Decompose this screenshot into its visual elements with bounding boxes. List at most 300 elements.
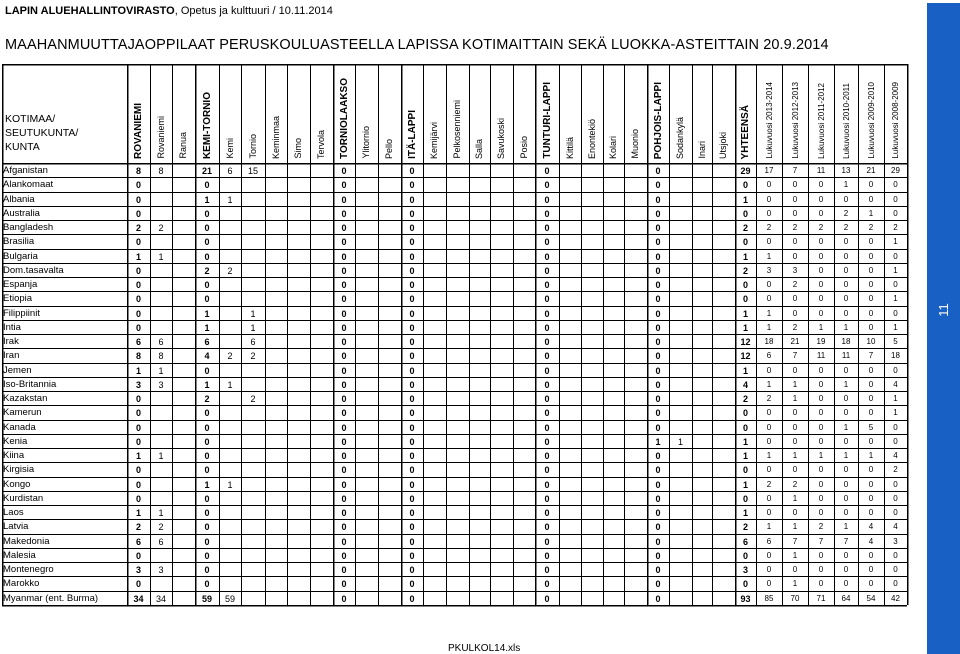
table-cell: 0 [868, 379, 874, 389]
table-cell: 0 [766, 208, 772, 218]
table-cell: 8 [135, 166, 141, 176]
table-cell: 1 [792, 394, 798, 403]
table-cell: 21 [866, 166, 876, 175]
table-cell: 0 [341, 493, 347, 504]
table-cell: 0 [843, 194, 849, 204]
table-cell: 0 [766, 422, 772, 432]
table-cell: 0 [868, 322, 874, 332]
table-cell: 0 [409, 550, 415, 561]
table-cell: 0 [766, 194, 772, 204]
table-cell: 6 [766, 351, 772, 361]
table-cell: 0 [204, 436, 210, 447]
table-cell: 0 [341, 308, 347, 319]
table-cell: 0 [341, 166, 347, 176]
table-cell: 0 [409, 451, 415, 461]
header-line-country: KOTIMAA/ [5, 113, 56, 125]
table-cell: 42 [891, 593, 900, 603]
table-cell: 0 [893, 280, 898, 289]
table-cell: 85 [764, 593, 774, 603]
table-cell: 0 [792, 436, 798, 446]
table-cell: 0 [409, 280, 415, 290]
column-header-label: Simo [293, 138, 303, 159]
table-cell: 1 [843, 451, 849, 460]
row-country-name: Etiopia [3, 293, 33, 305]
table-cell: 0 [766, 550, 772, 560]
table-cell: 1 [742, 479, 748, 490]
table-cell: 0 [409, 294, 415, 305]
table-cell: 3 [158, 379, 164, 390]
row-country-name: Irak [3, 336, 19, 347]
table-cell: 6 [250, 337, 256, 347]
table-cell: 0 [544, 351, 550, 362]
table-cell: 54 [866, 593, 876, 603]
table-cell: 0 [341, 550, 347, 561]
table-cell: 0 [341, 180, 347, 191]
table-cell: 15 [247, 166, 258, 176]
table-cell: 0 [792, 422, 798, 432]
table-cell: 34 [155, 593, 166, 604]
table-cell: 0 [818, 194, 824, 204]
table-cell: 70 [790, 593, 800, 603]
table-cell: 1 [893, 408, 898, 418]
table-cell: 0 [868, 579, 874, 589]
table-cell: 0 [341, 194, 347, 205]
table-cell: 0 [204, 251, 210, 262]
table-cell: 2 [766, 223, 772, 232]
table-cell: 0 [893, 565, 898, 574]
row-country-name: Kanada [3, 421, 36, 433]
row-country-name: Intia [3, 321, 21, 333]
table-cell: 0 [818, 379, 824, 389]
table-cell: 0 [204, 465, 210, 476]
table-cell: 0 [843, 479, 849, 489]
row-country-name: Kongo [3, 478, 31, 490]
table-cell: 0 [655, 479, 661, 490]
table-cell: 2 [227, 351, 233, 362]
table-cell: 0 [818, 365, 824, 375]
column-header-label: Enontekiö [586, 118, 597, 159]
table-cell: 0 [544, 508, 550, 518]
table-cell: 0 [868, 479, 874, 489]
table-cell: 0 [135, 408, 141, 419]
row-country-name: Iso-Britannia [3, 378, 57, 390]
table-cell: 0 [818, 280, 824, 289]
row-country-name: Alankomaat [3, 179, 54, 191]
table-cell: 0 [742, 208, 748, 219]
table-cell: 0 [742, 180, 748, 191]
table-cell: 0 [868, 194, 874, 204]
row-country-name: Latvia [3, 521, 29, 533]
table-cell: 0 [409, 180, 415, 191]
table-cell: 0 [544, 394, 550, 404]
column-header-label: TUNTURI-LAPPI [541, 82, 553, 159]
table-cell: 0 [409, 593, 415, 604]
column-header-label: KEMI-TORNIO [201, 91, 213, 159]
table-cell: 1 [158, 251, 164, 262]
table-cell: 2 [766, 479, 772, 489]
table-cell: 7 [792, 536, 798, 546]
column-header-label: ITÄ-LAPPI [406, 110, 418, 159]
row-country-name: Afganistan [3, 165, 48, 176]
table-cell: 1 [227, 379, 233, 390]
table-cell: 0 [544, 194, 550, 205]
table-cell: 2 [250, 351, 256, 362]
table-cell: 0 [655, 394, 661, 404]
table-cell: 0 [204, 280, 210, 290]
table-cell: 0 [409, 237, 415, 248]
table-cell: 1 [742, 365, 748, 376]
column-header-label: Tervola [316, 129, 326, 159]
table-cell: 2 [135, 223, 141, 233]
table-cell: 2 [204, 265, 210, 276]
table-cell: 0 [655, 223, 661, 233]
table-cell: 2 [204, 394, 210, 404]
table-cell: 0 [655, 493, 661, 504]
column-header-label: Utsjoki [718, 131, 728, 159]
table-cell: 0 [341, 593, 347, 604]
table-cell: 0 [135, 579, 141, 590]
table-cell: 0 [341, 408, 347, 419]
table-cell: 0 [868, 550, 874, 560]
table-cell: 3 [158, 565, 164, 575]
table-cell: 0 [655, 180, 661, 191]
table-cell: 0 [868, 294, 874, 304]
table-cell: 1 [843, 322, 849, 332]
table-cell: 6 [742, 536, 748, 547]
table-cell: 0 [135, 180, 141, 191]
table-cell: 0 [868, 365, 874, 375]
table-cell: 0 [792, 508, 798, 517]
table-cell: 0 [843, 237, 849, 247]
table-cell: 1 [843, 379, 849, 389]
table-cell: 0 [868, 237, 874, 247]
table-cell: 1 [893, 265, 898, 275]
column-header-label: Lukuvuosi 2008-2009 [891, 82, 900, 159]
table-cell: 0 [868, 280, 874, 289]
table-cell: 0 [204, 522, 210, 533]
table-cell: 0 [655, 208, 661, 219]
table-cell: 0 [204, 565, 210, 575]
table-cell: 6 [158, 536, 164, 547]
table-cell: 0 [766, 408, 772, 418]
table-cell: 1 [792, 379, 798, 389]
table-cell: 6 [135, 337, 141, 347]
table-cell: 0 [868, 251, 874, 261]
table-cell: 2 [893, 223, 898, 232]
table-cell: 0 [544, 265, 550, 276]
table-cell: 0 [655, 365, 661, 376]
table-cell: 1 [893, 322, 898, 332]
table-cell: 0 [818, 265, 824, 275]
table-cell: 0 [818, 508, 824, 517]
table-cell: 0 [818, 565, 824, 574]
table-cell: 0 [655, 565, 661, 575]
table-cell: 10 [866, 337, 876, 346]
table-cell: 0 [135, 322, 141, 333]
table-cell: 1 [250, 308, 256, 319]
table-cell: 0 [792, 294, 798, 304]
table-cell: 0 [843, 465, 849, 475]
table-cell: 0 [341, 479, 347, 490]
table-cell: 2 [766, 394, 772, 403]
header-line-municipality: KUNTA [5, 141, 40, 153]
row-country-name: Kazakstan [3, 393, 48, 404]
table-cell: 1 [742, 451, 748, 461]
row-country-name: Montenegro [3, 564, 54, 575]
table-cell: 0 [893, 579, 898, 589]
table-cell: 1 [742, 251, 748, 262]
table-cell: 4 [893, 451, 898, 460]
table-cell: 0 [843, 365, 849, 375]
table-cell: 0 [655, 166, 661, 176]
table-cell: 4 [204, 351, 210, 362]
row-country-name: Kiina [3, 450, 25, 461]
column-header-label: Tornio [247, 134, 258, 159]
organization-name: LAPIN ALUEHALLINTOVIRASTO [5, 5, 175, 17]
table-cell: 0 [792, 408, 798, 418]
table-cell: 1 [792, 550, 798, 560]
table-cell: 0 [893, 493, 898, 503]
table-cell: 3 [893, 536, 898, 546]
table-cell: 64 [841, 593, 851, 603]
table-cell: 3 [742, 565, 748, 575]
table-cell: 0 [135, 465, 141, 476]
table-cell: 0 [843, 493, 849, 503]
table-cell: 0 [341, 208, 347, 219]
table-cell: 1 [766, 522, 772, 532]
table-cell: 0 [766, 579, 772, 589]
table-cell: 0 [893, 251, 898, 261]
table-cell: 0 [792, 565, 798, 574]
table-cell: 0 [341, 536, 347, 547]
table-cell: 0 [204, 294, 210, 305]
table-cell: 0 [818, 308, 824, 318]
table-cell: 0 [544, 451, 550, 461]
table-cell: 0 [792, 180, 798, 190]
row-country-name: Iran [3, 350, 20, 362]
table-cell: 34 [133, 593, 144, 604]
table-cell: 0 [818, 436, 824, 446]
table-cell: 0 [818, 394, 824, 403]
table-cell: 0 [843, 251, 849, 261]
table-cell: 0 [544, 294, 550, 305]
table-cell: 0 [135, 479, 141, 490]
table-cell: 0 [655, 237, 661, 248]
row-country-name: Marokko [3, 578, 40, 590]
table-cell: 11 [816, 351, 826, 361]
table-cell: 0 [818, 237, 824, 247]
table-cell: 0 [135, 308, 141, 319]
table-cell: 0 [544, 251, 550, 262]
column-header-label: ROVANIEMI [133, 103, 144, 159]
table-cell: 0 [544, 579, 550, 590]
table-cell: 0 [893, 365, 898, 375]
table-cell: 0 [135, 422, 141, 433]
table-cell: 2 [158, 223, 164, 233]
side-color-bar [927, 3, 960, 654]
table-cell: 2 [843, 208, 849, 218]
table-cell: 0 [341, 394, 347, 404]
table-cell: 0 [409, 522, 415, 533]
table-cell: 2 [868, 223, 874, 232]
table-cell: 0 [655, 194, 661, 205]
table-cell: 6 [227, 166, 233, 176]
table-cell: 0 [409, 322, 415, 333]
table-cell: 0 [893, 550, 898, 560]
table-cell: 0 [341, 522, 347, 533]
table-cell: 1 [158, 365, 164, 376]
table-cell: 0 [544, 322, 550, 333]
table-cell: 7 [818, 536, 824, 546]
table-cell: 0 [742, 408, 748, 419]
table-cell: 93 [740, 593, 751, 604]
table-cell: 2 [818, 223, 824, 232]
table-cell: 0 [655, 422, 661, 433]
table-cell: 0 [868, 408, 874, 418]
column-header-label: Kittilä [564, 136, 575, 159]
table-cell: 0 [409, 536, 415, 547]
table-cell: 59 [224, 593, 235, 604]
table-cell: 0 [655, 351, 661, 362]
table-cell: 0 [204, 408, 210, 419]
table-cell: 0 [135, 208, 141, 219]
column-header-label: Kolari [608, 135, 618, 159]
table-cell: 7 [792, 351, 798, 361]
row-country-name: Filippiinit [3, 307, 40, 319]
table-cell: 0 [409, 436, 415, 447]
table-cell: 0 [742, 280, 748, 290]
table-cell: 0 [409, 208, 415, 219]
table-cell: 0 [655, 522, 661, 533]
column-header-label: Ylitornio [361, 126, 371, 159]
table-cell: 1 [135, 251, 141, 262]
table-cell: 0 [204, 493, 210, 504]
table-cell: 1 [893, 394, 898, 403]
table-cell: 1 [766, 251, 772, 261]
table-cell: 8 [158, 166, 164, 176]
footer-filename: PKULKOL14.xls [448, 643, 521, 654]
table-cell: 0 [544, 223, 550, 233]
table-cell: 6 [158, 337, 164, 347]
table-cell: 0 [341, 579, 347, 590]
table-cell: 18 [891, 351, 900, 361]
table-cell: 0 [818, 493, 824, 503]
table-cell: 0 [742, 237, 748, 248]
table-cell: 0 [868, 465, 874, 475]
row-country-name: Kenia [3, 435, 28, 447]
table-cell: 0 [341, 223, 347, 233]
table-cell: 0 [655, 308, 661, 319]
table-cell: 0 [341, 294, 347, 305]
column-header-label: Lukuvuosi 2010-2011 [841, 83, 851, 159]
table-cell: 0 [341, 379, 347, 390]
table-cell: 0 [204, 208, 210, 219]
column-header-label: TORNIOLAAKSO [338, 78, 350, 159]
table-cell: 0 [766, 237, 772, 247]
table-cell: 0 [766, 565, 772, 574]
table-cell: 0 [341, 265, 347, 276]
table-cell: 0 [893, 180, 898, 190]
table-cell: 1 [766, 308, 772, 318]
table-cell: 0 [818, 579, 824, 589]
table-cell: 0 [341, 451, 347, 461]
table-cell: 0 [843, 294, 849, 304]
row-country-name: Kamerun [3, 407, 42, 419]
column-header-label: Pelkosenniemi [452, 100, 462, 159]
table-cell: 1 [766, 379, 772, 389]
table-cell: 0 [544, 565, 550, 575]
table-cell: 0 [544, 550, 550, 561]
table-cell: 0 [792, 365, 798, 375]
table-cell: 0 [409, 265, 415, 276]
table-cell: 0 [766, 465, 772, 475]
table-cell: 1 [250, 322, 256, 333]
table-cell: 4 [742, 379, 748, 390]
table-cell: 0 [843, 579, 849, 589]
table-cell: 0 [818, 208, 824, 218]
table-cell: 0 [792, 208, 798, 218]
table-cell: 0 [868, 265, 874, 275]
column-header-label: Sodankylä [675, 116, 685, 159]
table-cell: 0 [409, 479, 415, 490]
table-cell: 0 [655, 337, 661, 347]
table-cell: 0 [843, 308, 849, 318]
table-cell: 0 [409, 508, 415, 518]
table-cell: 2 [742, 394, 748, 404]
table-cell: 0 [341, 322, 347, 333]
table-cell: 13 [841, 166, 851, 175]
column-header-label: Muonio [630, 129, 640, 159]
table-cell: 1 [868, 451, 874, 460]
table-cell: 2 [792, 322, 798, 332]
row-country-name: Espanja [3, 279, 38, 290]
column-header-label: Ranua [178, 132, 188, 159]
table-cell: 1 [766, 322, 772, 332]
table-cell: 0 [868, 508, 874, 517]
table-cell: 0 [409, 565, 415, 575]
table-cell: 0 [341, 237, 347, 248]
table-cell: 0 [135, 294, 141, 305]
table-cell: 0 [204, 550, 210, 561]
row-country-name: Laos [3, 507, 24, 518]
table-cell: 0 [655, 280, 661, 290]
column-header-label: YHTEENSÄ [740, 104, 751, 159]
table-cell: 1 [204, 308, 210, 319]
row-country-name: Myanmar (ent. Burma) [3, 592, 99, 604]
table-cell: 0 [766, 508, 772, 517]
table-cell: 0 [766, 436, 772, 446]
row-country-name: Malesia [3, 549, 36, 561]
table-cell: 1 [158, 508, 164, 518]
table-cell: 2 [818, 522, 824, 532]
table-cell: 0 [409, 394, 415, 404]
table-cell: 0 [341, 337, 347, 347]
table-cell: 0 [868, 436, 874, 446]
table-cell: 0 [544, 308, 550, 319]
table-cell: 0 [843, 280, 849, 289]
column-header-label: Rovaniemi [155, 116, 166, 159]
table-cell: 0 [655, 294, 661, 305]
table-cell: 4 [893, 379, 898, 389]
table-cell: 0 [341, 508, 347, 518]
table-cell: 0 [893, 436, 898, 446]
table-cell: 0 [341, 365, 347, 376]
row-country-name: Jemen [3, 364, 32, 376]
table-cell: 0 [818, 465, 824, 475]
table-cell: 0 [742, 493, 748, 504]
table-cell: 0 [818, 550, 824, 560]
table-cell: 0 [544, 337, 550, 347]
